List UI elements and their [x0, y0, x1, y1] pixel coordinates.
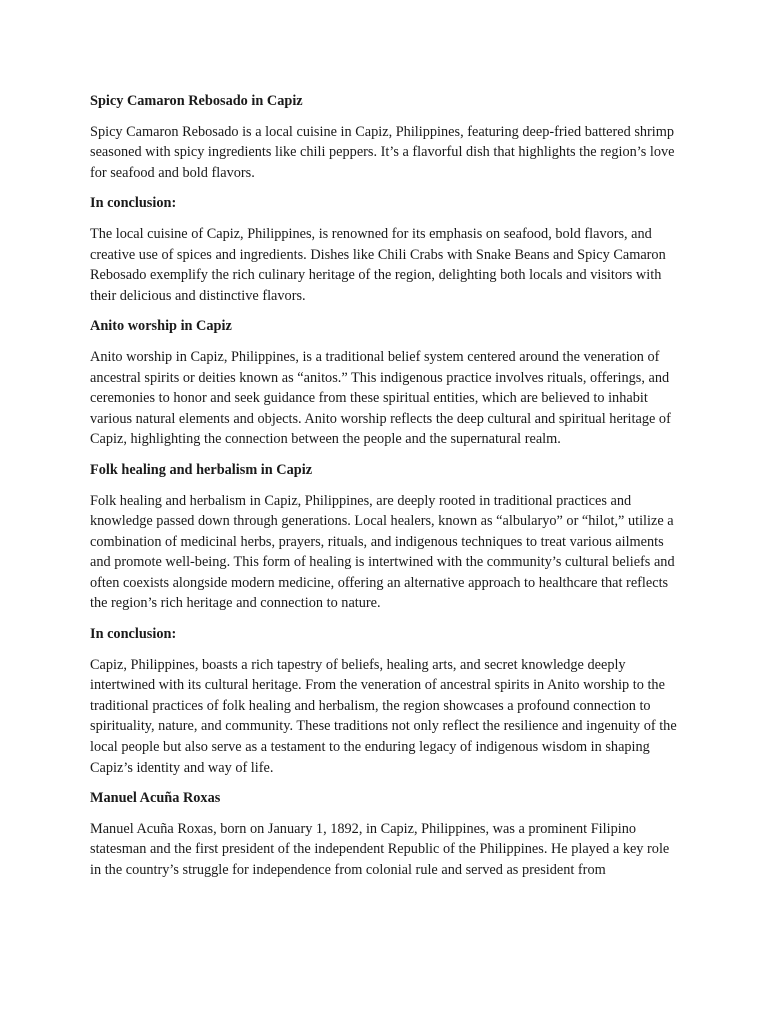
- section-folk-healing: [90, 460, 680, 614]
- section-heading: Manuel Acuña Roxas: [90, 790, 221, 807]
- section-paragraph: Manuel Acuña Roxas, born on January 1, 1892, in Capiz, Philippines, was a prominent Filipino statesman and the first president of the independent Republic of the Philippines. He played a key role in the country’s struggle for independence from colonial rule and served as president from: [90, 820, 670, 878]
- section-heading: Spicy Camaron Rebosado in Capiz: [90, 93, 303, 109]
- section-paragraph: Spicy Camaron Rebosado is a local cuisine in Capiz, Philippines, featuring deep-fried battered shrimp seasoned with spicy ingredients like chili peppers. It’s a flavorful dish that highlights the region’s love for seafood and bold flavors.: [90, 123, 675, 181]
- section-heading: In conclusion:: [90, 626, 177, 643]
- section-heading: Folk healing and herbalism in Capiz: [90, 461, 313, 478]
- section-anito-worship: [90, 316, 680, 450]
- section-paragraph: Capiz, Philippines, boasts a rich tapestry of beliefs, healing arts, and secret knowledge deeply intertwined with its cultural heritage. From the veneration of ancestral spirits in Anito worship to the traditional practices of folk healing and herbalism, the region showcases a profound connection to spirituality, nature, and community. These traditions not only reflect the resilience and ingenuity of the local people but also serve as a testament to the enduring legacy of indigenous wisdom in shaping Capiz’s identity and way of life.: [90, 656, 677, 776]
- section-manuel-roxas: [90, 788, 680, 880]
- section-cuisine-conclusion: [90, 193, 680, 306]
- section-camaron-rebosado: [90, 91, 680, 183]
- section-paragraph: The local cuisine of Capiz, Philippines, is renowned for its emphasis on seafood, bold flavors, and creative use of spices and ingredients. Dishes like Chili Crabs with Snake Beans and Spicy Camaron Rebosado exemplify the rich culinary heritage of the region, delighting both locals and visitors with their delicious and distinctive flavors.: [90, 225, 666, 304]
- section-heading: Anito worship in Capiz: [90, 318, 232, 335]
- section-beliefs-conclusion: [90, 624, 680, 778]
- section-paragraph: Folk healing and herbalism in Capiz, Philippines, are deeply rooted in traditional practices and knowledge passed down through generations. Local healers, known as “albularyo” or “hilot,” utilize a combination of medicinal herbs, prayers, rituals, and indigenous techniques to treat various ailments and promote well-being. This form of healing is intertwined with the community’s cultural beliefs and often coexists alongside modern medicine, offering an alternative approach to healthcare that reflects the region’s rich heritage and connection to nature.: [90, 492, 675, 612]
- section-heading: In conclusion:: [90, 195, 177, 212]
- section-paragraph: Anito worship in Capiz, Philippines, is a traditional belief system centered around the veneration of ancestral spirits or deities known as “anitos.” This indigenous practice involves rituals, offerings, and ceremonies to honor and seek guidance from these spiritual entities, which are believed to inhabit various natural elements and objects. Anito worship reflects the deep cultural and spiritual heritage of Capiz, highlighting the connection between the people and the supernatural realm.: [90, 348, 671, 448]
